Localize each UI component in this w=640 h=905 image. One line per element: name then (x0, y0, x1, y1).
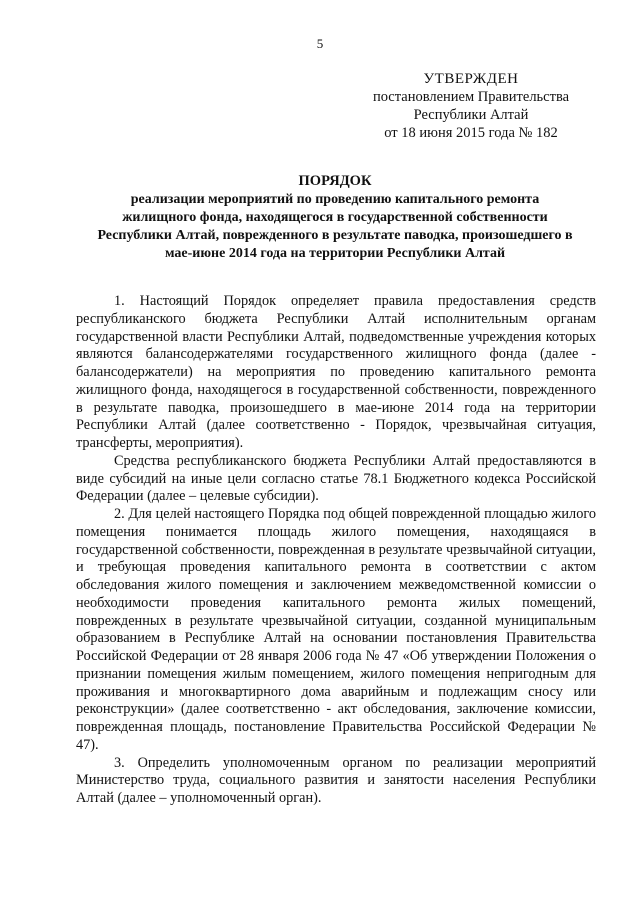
title-line: реализации мероприятий по проведению капитального ремонта (130, 192, 540, 207)
paragraph-1-continuation: Средства республиканского бюджета Республики Алтай предоставляются в виде субсидий на иные цели согласно статье 78.1 Бюджетного кодекса Российской Федерации (далее – целевые субсидии). (76, 452, 596, 505)
approval-line: Республики Алтай (413, 107, 529, 123)
title-line: мае-июне 2014 года на территории Республики Алтай (164, 246, 506, 261)
title-line: жилищного фонда, находящегося в государственной собственности (122, 210, 548, 225)
approval-heading: УТВЕРЖДЕН (423, 71, 519, 87)
paragraph-3: 3. Определить уполномоченным органом по реализации мероприятий Министерство труда, социального развития и занятости населения Республики Алтай (далее – уполномоченный орган). (76, 754, 596, 806)
document-title (72, 172, 598, 263)
paragraph-2: 2. Для целей настоящего Порядка под общей поврежденной площадью жилого помещения понимается площадь жилого помещения, находящаяся в государственной собственности, поврежденная в результате чрезвычайной ситуации, и требующая проведения капитального ремонта в соответствии с актом обследования жилого помещения и заключением межведомственной комиссии о необходимости проведения капитального ремонта жилых помещений, поврежденных в результате чрезвычайной ситуации, созданной муниципальным образованием в Республике Алтай на основании постановления Правительства Российской Федерации от 28 января 2006 года № 47 «Об утверждении Положения о признании помещения жилым помещением, жилого помещения непригодным для проживания и многоквартирного дома аварийным и подлежащим сносу или реконструкции» (далее соответственно - акт обследования, заключение комиссии, поврежденная площадь, постановление Правительства Российской Федерации № 47). (76, 506, 596, 753)
paragraph-1: 1. Настоящий Порядок определяет правила предоставления средств республиканского бюджета Республики Алтай исполнительным органам государственной власти Республики Алтай, подведомственные учреждения которых являются балансодержателями государственного жилищного фонда (далее - балансодержатели) на мероприятия по проведению капитального ремонта жилищного фонда, находящегося в государственной собственности, поврежденного в результате паводка, произошедшего в мае-июне 2014 года на территории Республики Алтай (далее соответственно - Порядок, чрезвычайная ситуация, трансферты, мероприятия). (76, 293, 596, 451)
document-body (76, 293, 596, 808)
page-number: 5 (316, 36, 324, 51)
approval-date: от 18 июня 2015 года № 182 (384, 125, 558, 141)
approval-stamp (340, 70, 602, 142)
title-line: Республики Алтай, поврежденного в результате паводка, произошедшего в (97, 228, 573, 243)
approval-line: постановлением Правительства (372, 89, 570, 105)
title-main: ПОРЯДОК (298, 173, 372, 189)
